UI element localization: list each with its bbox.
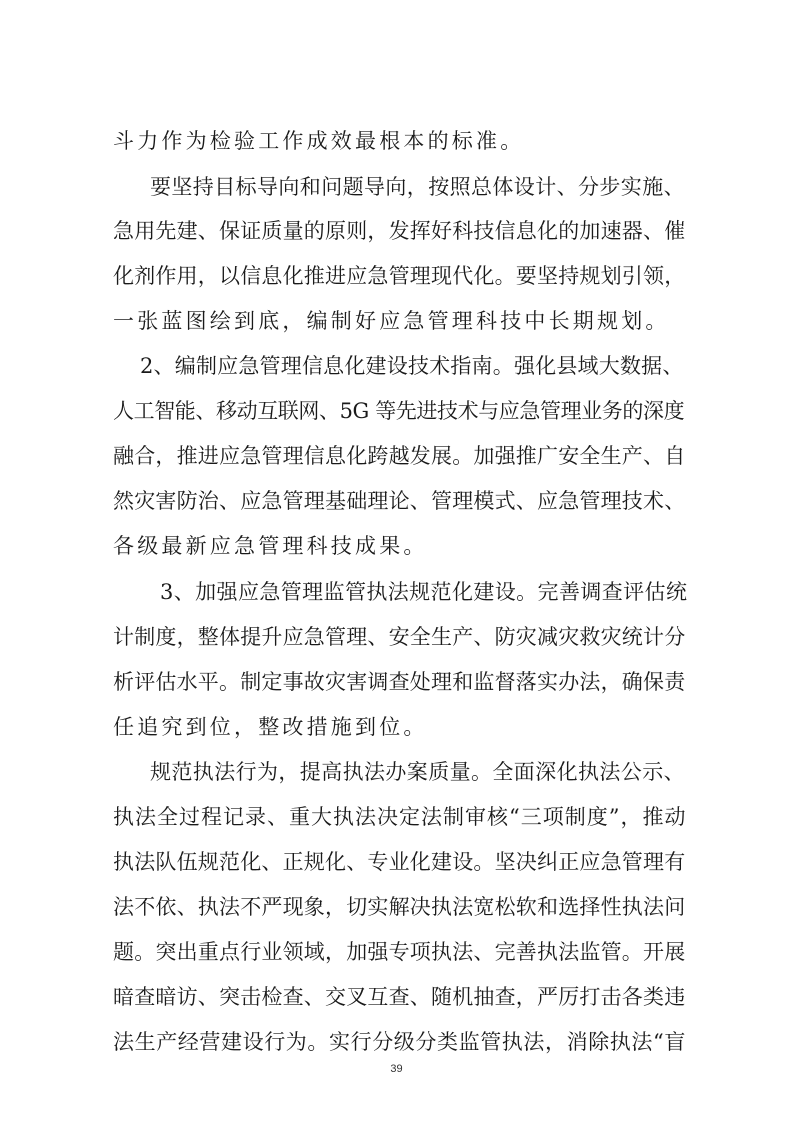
text-line bbox=[0, 256, 793, 296]
paragraph-start-line bbox=[0, 167, 793, 207]
section-heading-line bbox=[0, 572, 793, 612]
text-line bbox=[0, 932, 793, 972]
text-line-content: 暗查暗访、突击检查、交叉互查、随机抽查，严厉打击各类违 bbox=[113, 985, 686, 1009]
text-line-content: 任追究到位，整改措施到位。 bbox=[113, 715, 428, 739]
text-line bbox=[0, 887, 793, 927]
text-line-content: 人工智能、移动互联网、5G 等先进技术与应急管理业务的深度 bbox=[113, 399, 685, 423]
text-line-content: 析评估水平。制定事故灾害调查处理和监督落实办法，确保责 bbox=[113, 670, 686, 694]
text-line-content: 然灾害防治、应急管理基础理论、管理模式、应急管理技术、 bbox=[113, 489, 686, 513]
text-line-content: 执法全过程记录、重大执法决定法制审核“三项制度”，推动 bbox=[113, 805, 687, 829]
paragraph-start-line bbox=[0, 752, 793, 792]
text-line bbox=[0, 526, 793, 566]
text-line-content: 斗力作为检验工作成效最根本的标准。 bbox=[113, 129, 525, 153]
text-line bbox=[0, 391, 793, 431]
text-line bbox=[0, 617, 793, 657]
text-line-content: 题。突出重点行业领域，加强专项执法、完善执法监管。开展 bbox=[113, 940, 686, 964]
text-line bbox=[0, 662, 793, 702]
page-number: 39 bbox=[390, 1063, 403, 1075]
text-line-content: 法生产经营建设行为。实行分级分类监管执法，消除执法“盲 bbox=[113, 1030, 686, 1054]
text-line bbox=[0, 797, 793, 837]
text-line-content: 各级最新应急管理科技成果。 bbox=[113, 534, 428, 558]
text-line bbox=[0, 211, 793, 251]
text-line-content: 法不依、执法不严现象，切实解决执法宽松软和选择性执法问 bbox=[113, 895, 686, 919]
text-line-content: 急用先建、保证质量的原则，发挥好科技信息化的加速器、催 bbox=[113, 219, 686, 243]
text-line bbox=[0, 436, 793, 476]
section-heading-line bbox=[0, 346, 793, 386]
text-line-content: 3、加强应急管理监管执法规范化建设。完善调查评估统 bbox=[160, 580, 688, 604]
text-line bbox=[0, 707, 793, 747]
text-line-content: 要坚持目标导向和问题导向，按照总体设计、分步实施、 bbox=[150, 175, 685, 199]
text-line bbox=[0, 121, 793, 161]
text-line bbox=[0, 842, 793, 882]
text-line bbox=[0, 1022, 793, 1062]
text-line-content: 化剂作用，以信息化推进应急管理现代化。要坚持规划引领， bbox=[113, 264, 686, 288]
text-line bbox=[0, 481, 793, 521]
text-line-content: 执法队伍规范化、正规化、专业化建设。坚决纠正应急管理有 bbox=[113, 850, 686, 874]
text-line bbox=[0, 301, 793, 341]
text-line-content: 规范执法行为，提高执法办案质量。全面深化执法公示、 bbox=[150, 760, 685, 784]
text-line bbox=[0, 977, 793, 1017]
text-line-content: 2、编制应急管理信息化建设技术指南。强化县域大数据、 bbox=[140, 354, 684, 378]
text-line-content: 计制度，整体提升应急管理、安全生产、防灾减灾救灾统计分 bbox=[113, 625, 686, 649]
text-line-content: 一张蓝图绘到底，编制好应急管理科技中长期规划。 bbox=[113, 309, 670, 333]
text-line-content: 融合，推进应急管理信息化跨越发展。加强推广安全生产、自 bbox=[113, 444, 686, 468]
